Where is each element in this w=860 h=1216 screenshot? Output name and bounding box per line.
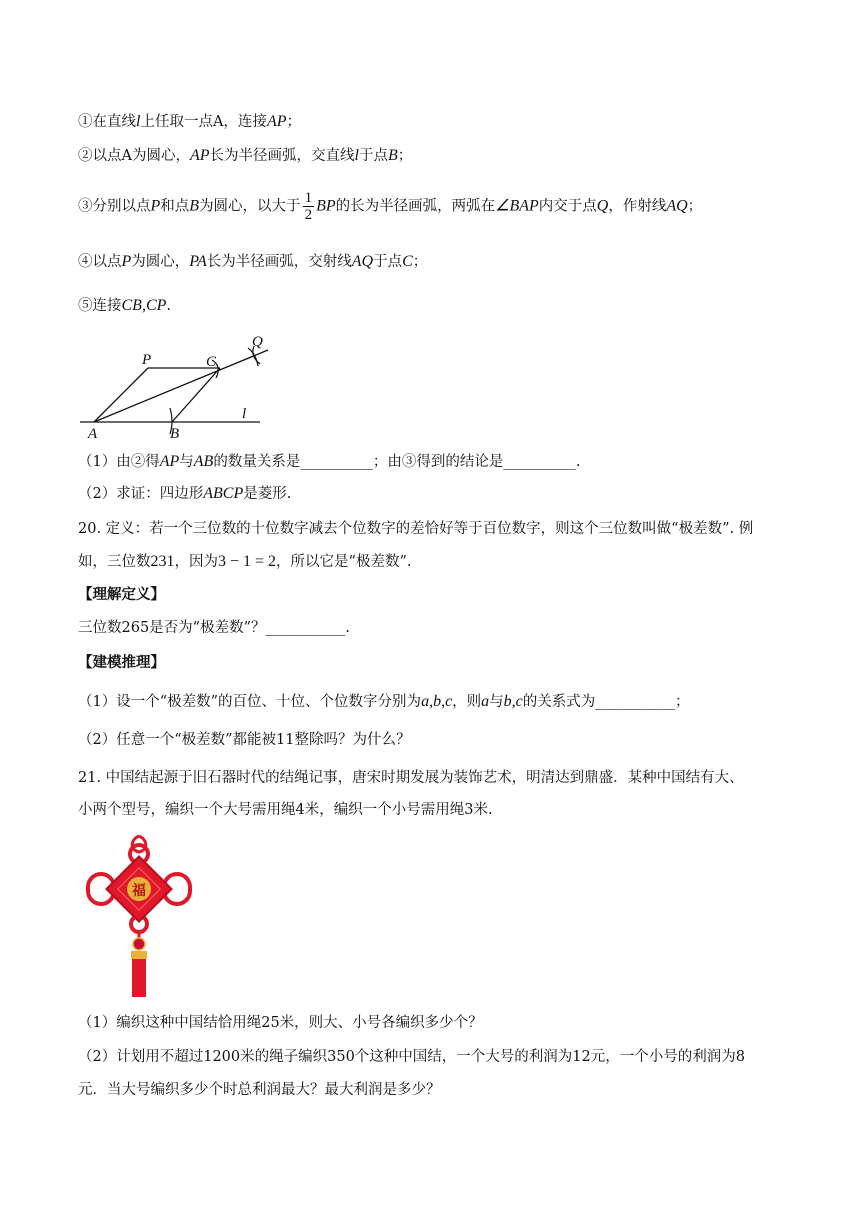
var-p: P <box>150 197 161 215</box>
q21-line-1: 21. 中国结起源于旧石器时代的结绳记事，唐宋时期发展为装饰艺术，明清达到鼎盛．某种中国结有大、 <box>78 770 744 786</box>
text: ②以点A为圆心， <box>78 148 190 164</box>
text: 的关系式为___________； <box>522 694 690 710</box>
var-l: l <box>136 113 141 130</box>
text: （2）求证：四边形 <box>78 486 204 502</box>
chinese-knot-image <box>84 832 194 1000</box>
text: ⑤连接 <box>78 298 122 314</box>
var-l: l <box>354 147 359 164</box>
q19-part-2 <box>78 484 291 504</box>
text: ③分别以点 <box>78 198 151 215</box>
text: 是菱形. <box>243 486 292 502</box>
var-c: C <box>402 253 413 270</box>
heading-modeling-reasoning: 【建模推理】 <box>78 654 165 671</box>
text: 长为半径画弧，交射线 <box>206 254 352 270</box>
var-b: B <box>387 147 398 164</box>
label-c: C <box>206 354 217 370</box>
var-q: Q <box>596 197 609 215</box>
q21-part-1: （1）编织这种中国结恰用绳25米，则大、小号各编织多少个？ <box>78 1015 483 1031</box>
text: ； <box>687 198 703 215</box>
text: 内交于点 <box>538 198 597 215</box>
var-aq: AQ <box>666 197 688 215</box>
tassel-cap <box>131 951 147 959</box>
bead <box>133 938 145 950</box>
var-ap: AP <box>159 453 180 470</box>
q20-line-3: 三位数265是否为“极差数”？___________. <box>78 620 350 636</box>
fu-character: 福 <box>132 883 146 899</box>
q21-part-2-line-2: 元．当大号编织多少个时总利润最大？最大利润是多少？ <box>78 1082 441 1098</box>
q20-line-1: 20. 定义：若一个三位数的十位数字减去个位数字的差恰好等于百位数字，则这个三位数叫做“极差数”. 例 <box>78 521 754 537</box>
text: （1）由②得 <box>78 454 160 470</box>
label-b: B <box>170 426 180 442</box>
text: 长为半径画弧，交直线 <box>209 148 355 164</box>
number-231: 231 <box>150 553 175 570</box>
q20-part-1 <box>78 692 690 712</box>
text: ； <box>412 254 428 270</box>
rhombus-construction-figure <box>70 328 290 444</box>
equation: 3 − 1 = 2 <box>218 553 277 570</box>
segment-cb <box>172 368 220 422</box>
text: . <box>166 298 171 314</box>
var-ap: AP <box>189 147 210 164</box>
frac-den: 2 <box>304 207 313 223</box>
text: 为圆心， <box>131 254 190 270</box>
var-b: B <box>189 197 200 215</box>
q21-part-2-line-1: （2）计划用不超过1200米的绳子编织350个这种中国结，一个大号的利润为12元，一个小号的利润为8 <box>78 1049 745 1065</box>
fraction-half <box>303 190 315 223</box>
var-pa: PA <box>189 253 207 270</box>
text: 的长为半径画弧，两弧在 <box>335 198 496 215</box>
text: 上任取一点A，连接 <box>140 114 267 130</box>
text: 为圆心，以大于 <box>199 198 301 215</box>
var-abc: a,b,c <box>421 693 453 710</box>
text: ，作射线 <box>608 198 667 215</box>
text: ，则 <box>452 694 482 710</box>
var-abcp: ABCP <box>203 485 244 502</box>
q20-part-2: （2）任意一个“极差数”都能被11整除吗？为什么？ <box>78 732 411 748</box>
text: 和点 <box>160 198 190 215</box>
text: 与 <box>489 694 504 710</box>
var-a: a <box>481 693 490 710</box>
step-2 <box>78 146 412 166</box>
text: ④以点 <box>78 254 122 270</box>
label-q: Q <box>252 334 263 350</box>
var-ab: AB <box>193 453 214 470</box>
var-bp: BP <box>316 197 336 215</box>
text: ①在直线 <box>78 114 136 130</box>
step-4 <box>78 252 427 272</box>
step-1 <box>78 112 301 132</box>
text: 的数量关系是__________；由③得到的结论是__________. <box>213 454 581 470</box>
text: 如，三位数 <box>78 554 151 570</box>
angle-bap: ∠BAP <box>495 197 539 215</box>
text: ，因为 <box>174 554 218 570</box>
text: ，所以它是“极差数”. <box>276 554 412 570</box>
var-bc: b,c <box>503 693 523 710</box>
label-a: A <box>88 426 98 442</box>
q20-line-2 <box>78 552 411 572</box>
tassel <box>132 959 146 997</box>
var-p: P <box>121 253 132 270</box>
text: ； <box>397 148 413 164</box>
segment-ap <box>94 368 148 422</box>
frac-num: 1 <box>304 190 313 206</box>
text: （1）设一个“极差数”的百位、十位、个位数字分别为 <box>78 694 422 710</box>
text: 与 <box>179 454 194 470</box>
q19-part-1 <box>78 452 580 472</box>
heading-understand-definition: 【理解定义】 <box>78 586 165 603</box>
text: 于点 <box>358 148 388 164</box>
label-l: l <box>242 406 247 422</box>
q21-line-2: 小两个型号，编织一个大号需用绳4米，编织一个小号需用绳3米. <box>78 802 493 818</box>
var-aq: AQ <box>351 253 374 270</box>
text: 于点 <box>373 254 403 270</box>
step-3 <box>78 190 702 223</box>
label-p: P <box>142 352 152 368</box>
var-cb-cp: CB,CP <box>121 297 167 314</box>
text: ； <box>286 114 301 130</box>
var-ap: AP <box>266 113 287 130</box>
step-5 <box>78 296 171 316</box>
